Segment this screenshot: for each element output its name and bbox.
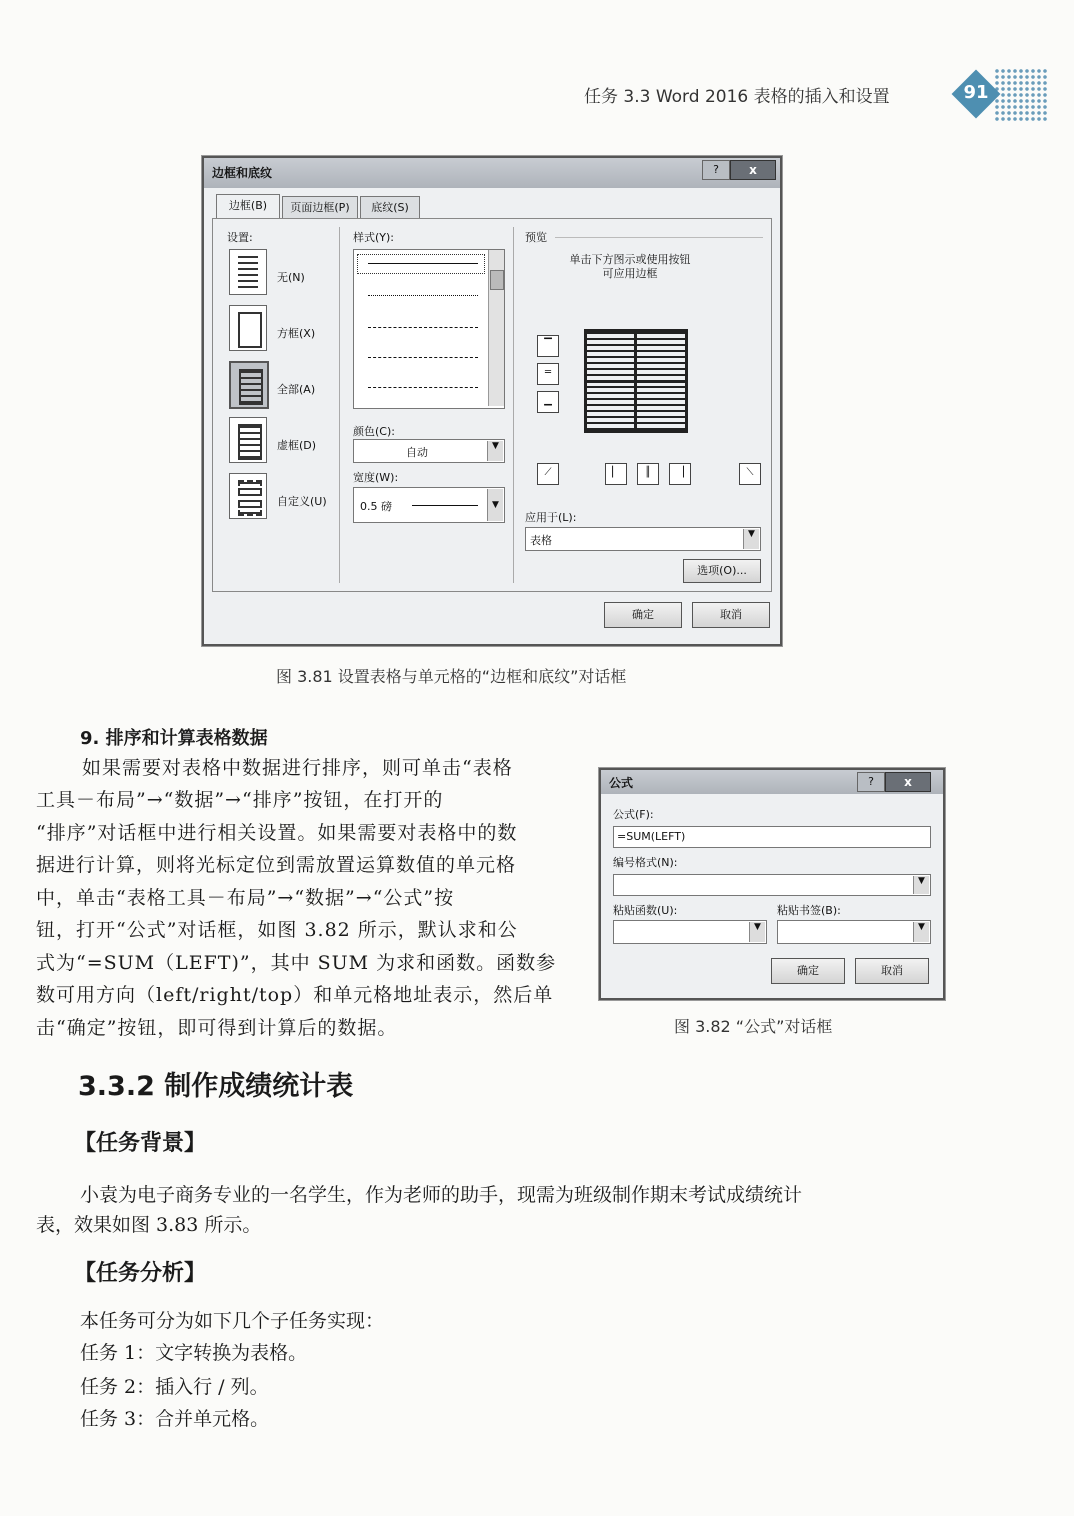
body-paragraph [36, 784, 556, 1044]
formula-dialog [599, 768, 945, 1000]
left-border-icon[interactable]: ▏ [605, 463, 627, 485]
dot-pattern-decoration [994, 68, 1048, 122]
setting-custom-icon[interactable] [229, 473, 267, 519]
paste-function-dropdown[interactable] [613, 920, 767, 944]
style-dotted[interactable] [368, 295, 478, 296]
cancel-button[interactable]: 取消 [692, 602, 770, 628]
body-paragraph [82, 752, 513, 785]
dialog-titlebar [204, 158, 780, 188]
formula-input[interactable] [613, 826, 931, 848]
task-analysis-heading: 【任务分析】 [74, 1261, 207, 1286]
paragraph-line: 表，效果如图 3.83 所示。 [36, 1214, 262, 1236]
chevron-down-icon[interactable]: ▼ [743, 529, 759, 549]
style-dashed-small[interactable] [368, 327, 478, 328]
setting-box-icon[interactable] [229, 305, 267, 351]
paragraph-line: “排序”对话框中进行相关设置。如果需要对表格中的数 [36, 821, 518, 844]
diagonal-up-border-icon[interactable]: ⟋ [537, 463, 559, 485]
paragraph-line: 中，单击“表格工具－布局”→“数据”→“公式”按 [36, 886, 455, 909]
tab-panel [212, 218, 772, 592]
close-button[interactable]: x [885, 772, 931, 792]
preview-label: 预览 [525, 231, 547, 244]
top-border-icon[interactable]: ▔ [537, 335, 559, 357]
dialog-title: 边框和底纹 [212, 166, 273, 180]
paste-bookmark-dropdown[interactable] [777, 920, 931, 944]
figure-caption: 图 3.82 “公式”对话框 [674, 1017, 833, 1036]
inside-horizontal-border-icon[interactable]: ═ [537, 363, 559, 385]
tab-shading[interactable]: 底纹(S) [360, 196, 420, 219]
setting-none-label: 无(N) [277, 271, 305, 284]
bottom-border-icon[interactable]: ▁ [537, 391, 559, 413]
number-format-dropdown[interactable] [613, 874, 931, 896]
width-sample-line [412, 505, 478, 506]
setting-all-label: 全部(A) [277, 383, 316, 396]
number-format-label: 编号格式(N): [613, 856, 678, 869]
analysis-intro: 本任务可分为如下几个子任务实现： [80, 1310, 385, 1332]
paragraph-line: 工具－布局”→“数据”→“排序”按钮，在打开的 [36, 789, 444, 811]
paste-bookmark-label: 粘贴书签(B): [777, 904, 841, 917]
figure-caption: 图 3.81 设置表格与单元格的“边框和底纹”对话框 [276, 667, 627, 686]
width-value: 0.5 磅 [360, 500, 392, 513]
close-button[interactable]: x [730, 160, 776, 180]
diagonal-down-border-icon[interactable]: ⟍ [739, 463, 761, 485]
style-listbox[interactable] [353, 249, 505, 409]
cancel-button[interactable]: 取消 [855, 958, 929, 984]
right-border-icon[interactable]: ▕ [669, 463, 691, 485]
setting-box-label: 方框(X) [277, 327, 316, 340]
formula-label: 公式(F): [613, 808, 654, 821]
selected-style-item[interactable] [357, 254, 485, 274]
formula-value: =SUM(LEFT) [617, 830, 686, 843]
paragraph-line: 钮，打开“公式”对话框，如图 3.82 所示，默认求和公 [36, 919, 518, 941]
section-title: 3.3.2 制作成绩统计表 [78, 1071, 354, 1102]
color-label: 颜色(C): [353, 425, 395, 438]
paragraph-line: 小袁为电子商务专业的一名学生，作为老师的助手，现需为班级制作期末考试成绩统计 [80, 1184, 803, 1206]
chevron-down-icon[interactable]: ▼ [913, 922, 929, 942]
task-background-heading: 【任务背景】 [74, 1131, 207, 1156]
paragraph-line: 据进行计算，则将光标定位到需放置运算数值的单元格 [36, 854, 517, 876]
color-dropdown[interactable] [353, 439, 505, 463]
paste-function-label: 粘贴函数(U): [613, 904, 678, 917]
style-dash-dot[interactable] [368, 387, 478, 388]
apply-to-dropdown[interactable] [525, 527, 761, 551]
page-number-badge [948, 68, 1048, 122]
preview-hint: 单击下方图示或使用按钮可应用边框 [569, 253, 691, 280]
help-button[interactable]: ? [702, 160, 730, 180]
subtask-item: 任务 3：合并单元格。 [80, 1408, 270, 1430]
setting-none-icon[interactable] [229, 249, 267, 295]
borders-shading-dialog [202, 156, 782, 646]
width-label: 宽度(W): [353, 471, 399, 484]
running-header: 任务 3.3 Word 2016 表格的插入和设置 [584, 87, 890, 107]
tab-borders[interactable]: 边框(B) [216, 194, 280, 219]
setting-custom-label: 自定义(U) [277, 495, 327, 508]
dialog-titlebar [601, 770, 943, 794]
preview-area[interactable] [489, 219, 769, 519]
page-number: 91 [963, 82, 989, 103]
apply-to-label: 应用于(L): [525, 511, 577, 524]
inside-vertical-border-icon[interactable]: ║ [637, 463, 659, 485]
settings-label: 设置: [227, 231, 253, 244]
paragraph-line: 式为“=SUM（LEFT)”，其中 SUM 为求和函数。函数参 [36, 951, 557, 974]
chevron-down-icon[interactable]: ▼ [487, 441, 503, 461]
dialog-title: 公式 [609, 776, 634, 790]
style-label: 样式(Y): [353, 231, 395, 244]
color-value: 自动 [406, 446, 428, 459]
chevron-down-icon[interactable]: ▼ [749, 922, 765, 942]
preview-table[interactable] [584, 329, 688, 433]
paragraph-line: 数可用方向（left/right/top）和单元格地址表示，然后单 [36, 984, 554, 1006]
apply-to-value: 表格 [530, 534, 552, 547]
subtask-item: 任务 2：插入行 / 列。 [80, 1376, 269, 1398]
ok-button[interactable]: 确定 [771, 958, 845, 984]
help-button[interactable]: ? [857, 772, 885, 792]
setting-grid-label: 虚框(D) [277, 439, 317, 452]
style-dashed[interactable] [368, 357, 478, 358]
chevron-down-icon[interactable]: ▼ [913, 876, 929, 894]
paragraph-line: 如果需要对表格中数据进行排序，则可单击“表格 [82, 757, 513, 779]
paragraph-line: 击“确定”按钮，即可得到计算后的数据。 [36, 1016, 398, 1039]
ok-button[interactable]: 确定 [604, 602, 682, 628]
setting-all-icon[interactable] [229, 361, 269, 409]
subtask-item: 任务 1：文字转换为表格。 [80, 1342, 308, 1364]
setting-grid-icon[interactable] [229, 417, 267, 463]
section-heading: 9. 排序和计算表格数据 [80, 728, 268, 749]
chevron-down-icon[interactable]: ▼ [487, 489, 503, 521]
width-dropdown[interactable] [353, 487, 505, 523]
style-solid[interactable] [368, 263, 478, 264]
column-divider [339, 227, 340, 583]
tab-page-border[interactable]: 页面边框(P) [282, 196, 358, 219]
options-button[interactable]: 选项(O)... [683, 559, 761, 583]
